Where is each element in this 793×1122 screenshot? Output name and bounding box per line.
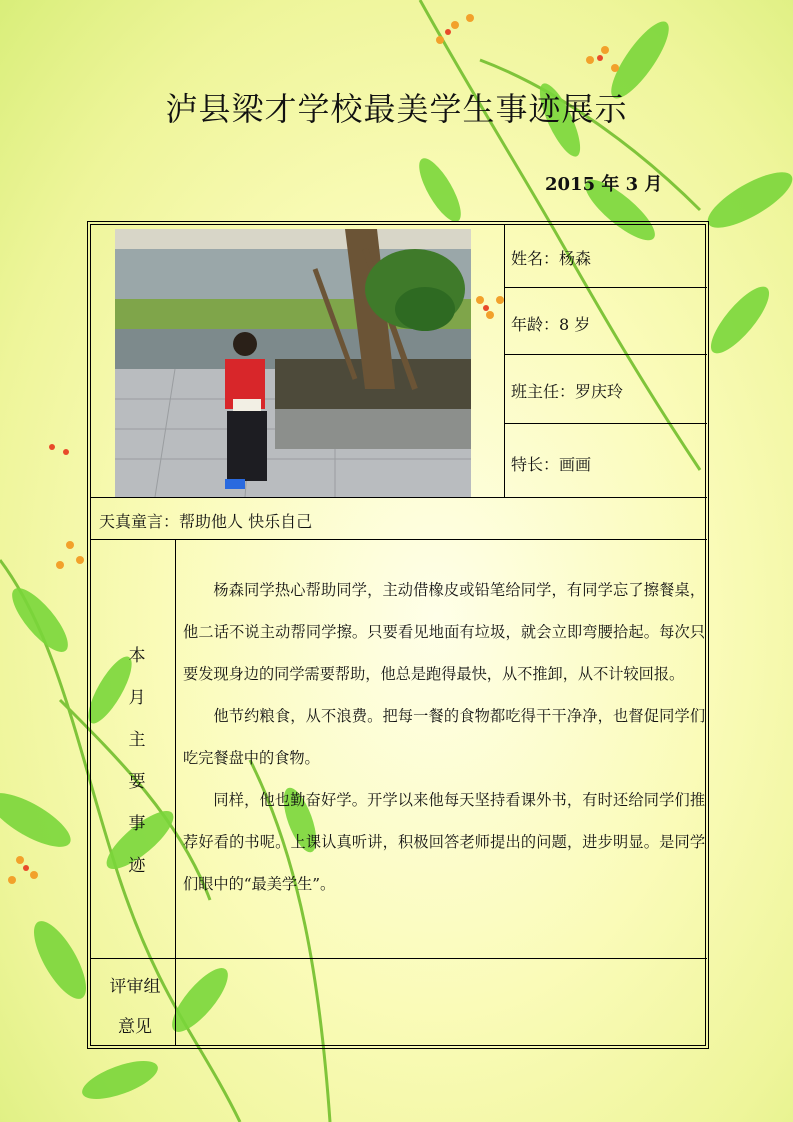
deeds-paragraph: 同样，他也勤奋好学。开学以来他每天坚持看课外书，有时还给同学们推荐好看的书呢。上课认真听讲，积极回答老师提出的问题，进步明显。是同学们眼中的“最美学生”。 bbox=[183, 791, 705, 893]
student-talent: 特长：画画 bbox=[511, 455, 592, 474]
student-age: 年龄：8 岁 bbox=[511, 315, 591, 334]
report-date: 2015 年 3 月 bbox=[545, 174, 663, 195]
deeds-label: 本 月 主 要 事 迹 bbox=[128, 646, 146, 876]
student-photo bbox=[115, 229, 471, 497]
student-motto: 天真童言：帮助他人 快乐自己 bbox=[99, 512, 313, 531]
deeds-paragraph: 杨森同学热心帮助同学，主动借橡皮或铅笔给同学，有同学忘了擦餐桌，他二话不说主动帮同学擦。只要看见地面有垃圾，就会立即弯腰拾起。每次只要发现身边的同学需要帮助，他总是跑得最快，从不推卸，从不计较回报。 bbox=[183, 581, 705, 683]
deeds-paragraph: 他节约粮食，从不浪费。把每一餐的食物都吃得干干净净，也督促同学们吃完餐盘中的食物。 bbox=[183, 707, 705, 767]
student-name: 姓名：杨森 bbox=[511, 249, 592, 268]
class-teacher: 班主任：罗庆玲 bbox=[511, 382, 624, 401]
review-label: 评审组 意见 bbox=[109, 977, 161, 1037]
review-content bbox=[185, 975, 695, 1035]
deeds-text bbox=[183, 569, 705, 905]
profile-table bbox=[87, 221, 709, 1049]
page-title: 泸县梁才学校最美学生事迹展示 bbox=[165, 90, 628, 128]
